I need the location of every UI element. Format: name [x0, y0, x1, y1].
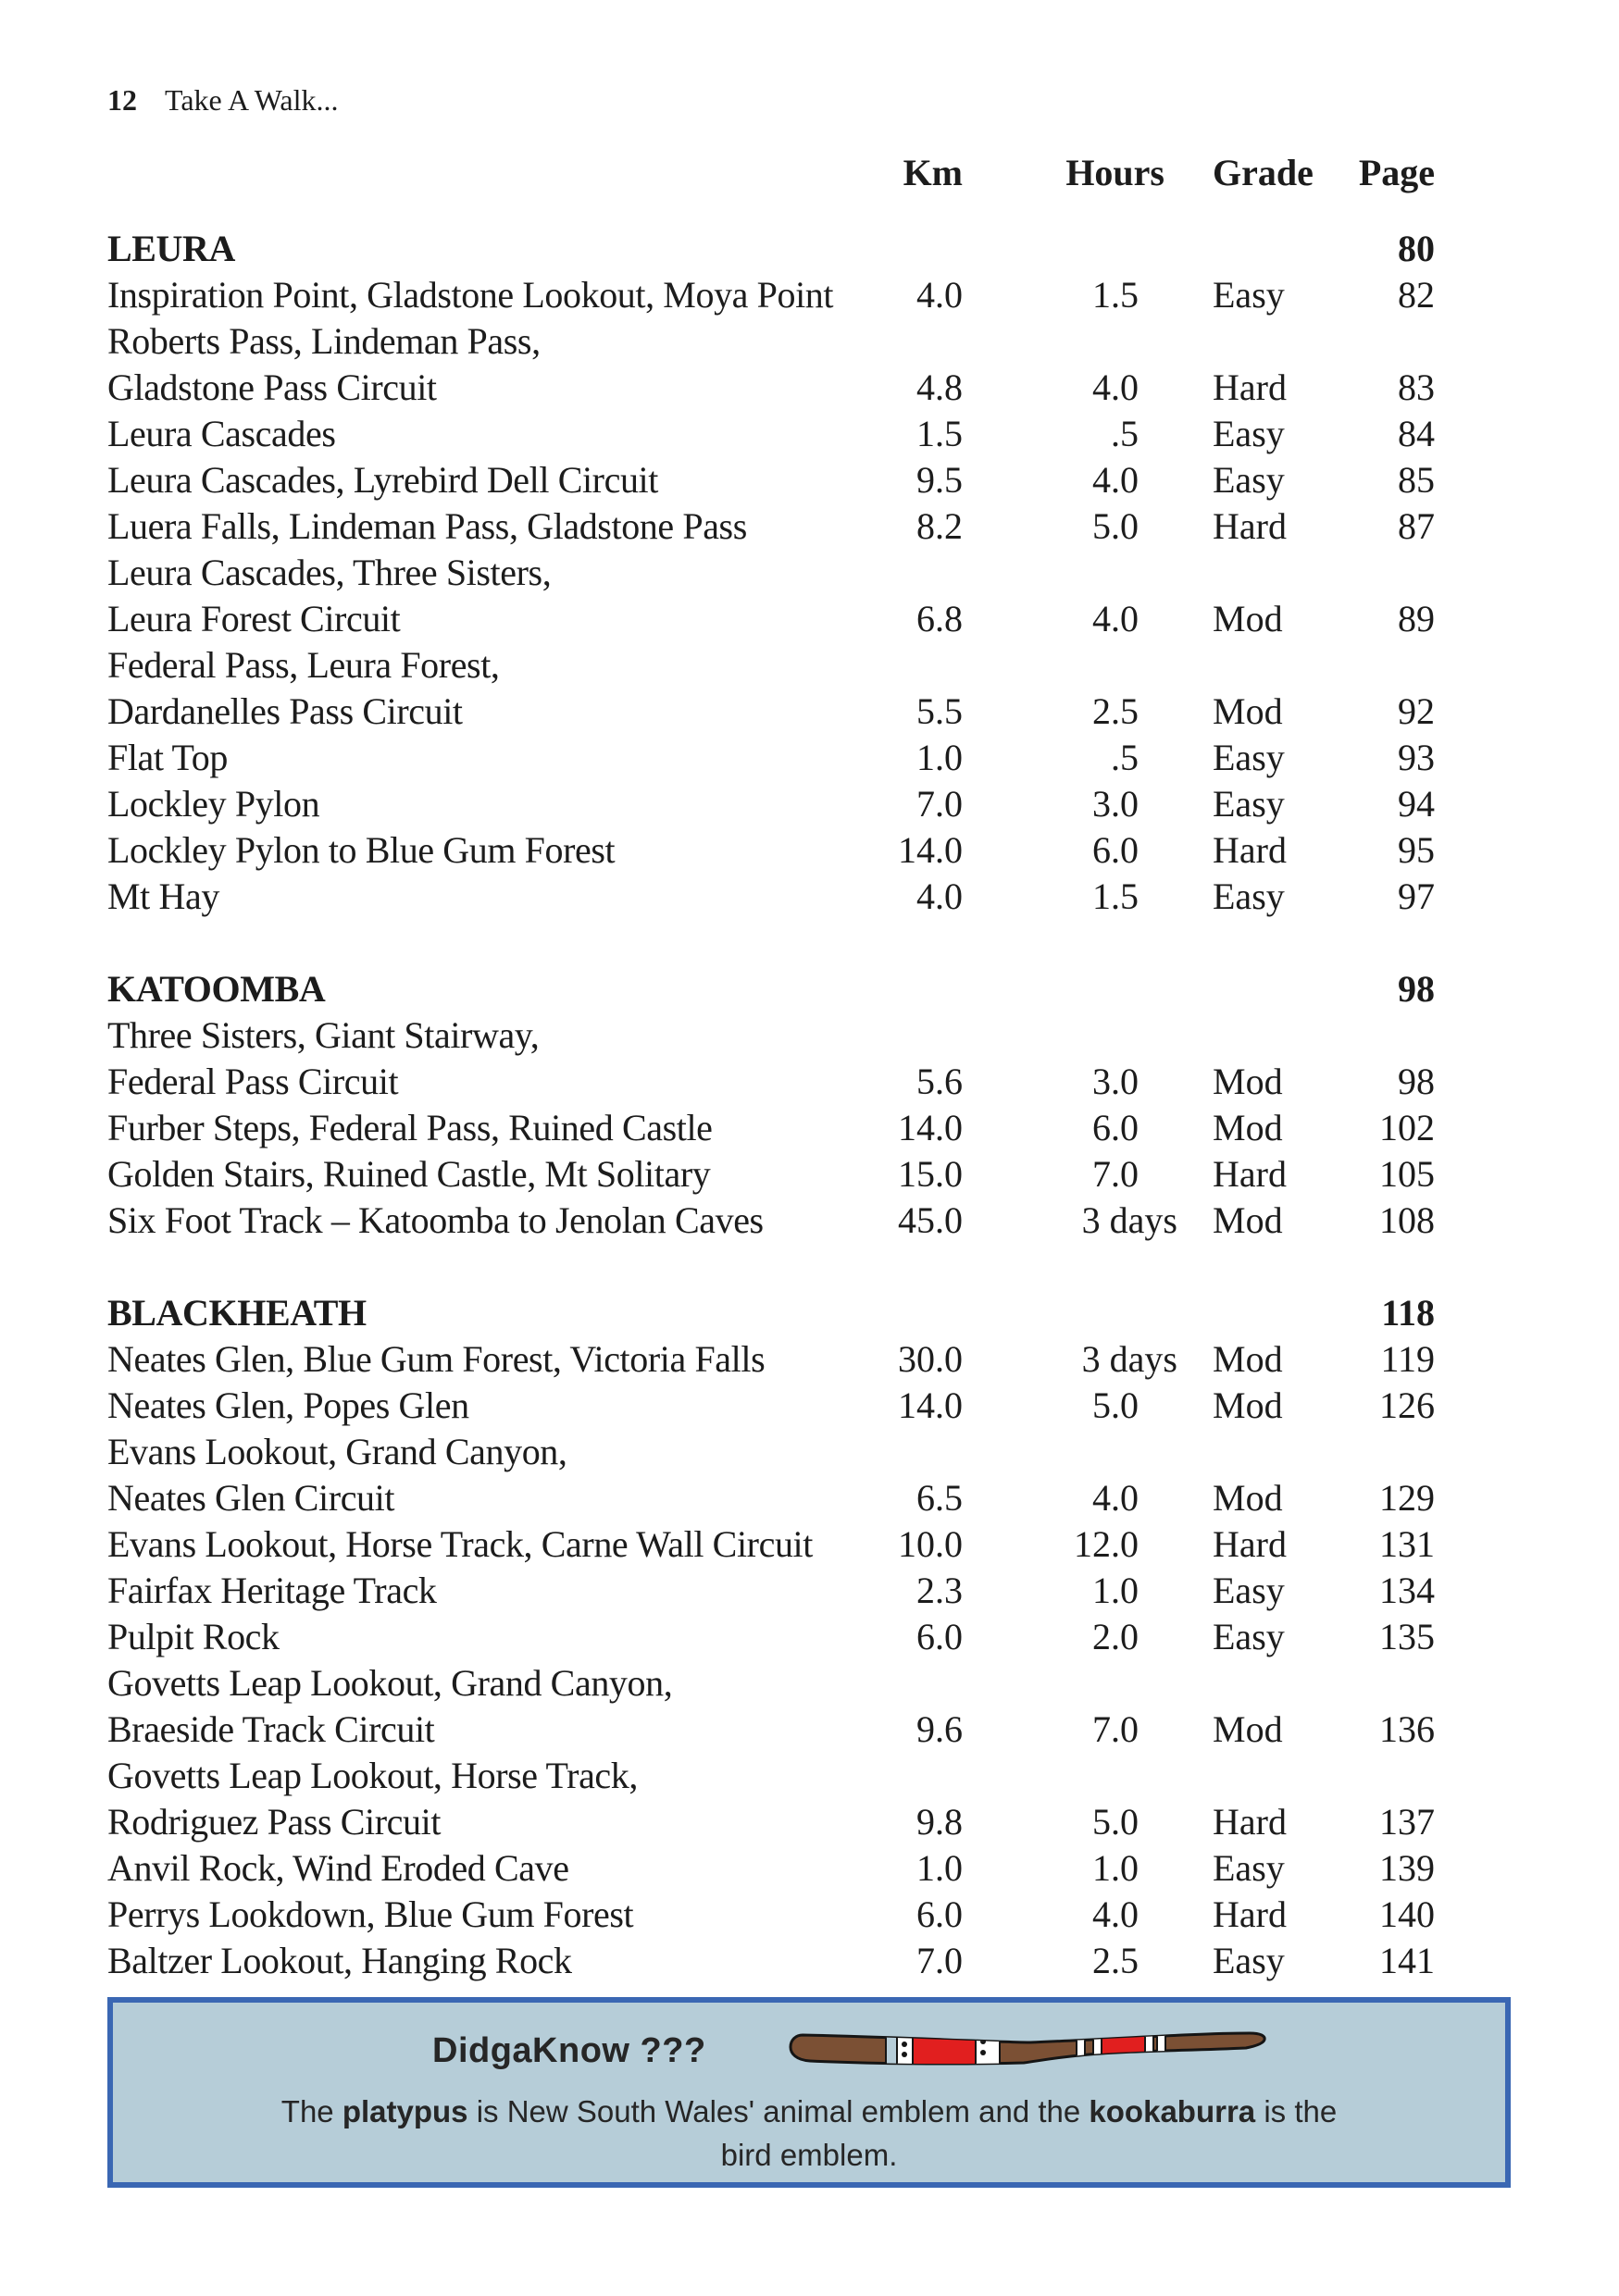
walk-km: 1.0	[916, 737, 963, 778]
walk-page: 129	[1379, 1477, 1435, 1519]
table-header-row	[107, 150, 1435, 196]
walk-page	[1296, 642, 1435, 689]
walk-grade	[1139, 550, 1296, 596]
walk-km: 7.0	[916, 1940, 963, 1981]
walk-grade	[1139, 226, 1296, 272]
walk-km: 6.0	[916, 1893, 963, 1935]
walk-page: 97	[1398, 875, 1435, 917]
walk-km	[861, 642, 963, 689]
walk-hours: 3.0	[1092, 783, 1139, 825]
table-row	[107, 1383, 1435, 1429]
walk-name: Flat Top	[107, 737, 228, 778]
walk-hours: 1.0	[1092, 1570, 1139, 1611]
walk-grade	[1139, 1290, 1296, 1336]
walk-grade: Mod	[1213, 598, 1283, 639]
walk-hours	[963, 1012, 1139, 1059]
walk-name: Dardanelles Pass Circuit	[107, 690, 463, 732]
table-row	[107, 1845, 1435, 1892]
walk-hours	[963, 642, 1139, 689]
walk-km	[861, 550, 963, 596]
walk-grade: Hard	[1213, 505, 1287, 547]
walk-name: Neates Glen Circuit	[107, 1477, 395, 1519]
walk-page: 108	[1379, 1199, 1435, 1241]
walk-grade: Easy	[1213, 875, 1285, 917]
didga-body	[124, 2090, 1494, 2177]
table-row	[107, 1521, 1435, 1568]
walk-page: 83	[1398, 366, 1435, 408]
walk-page: 131	[1379, 1523, 1435, 1565]
walk-grade: Mod	[1213, 690, 1283, 732]
walk-hours	[963, 1660, 1139, 1706]
walk-name: Furber Steps, Federal Pass, Ruined Castle	[107, 1107, 713, 1148]
walk-km: 6.0	[916, 1616, 963, 1657]
table-row	[107, 1012, 1435, 1059]
emphasized-word: platypus	[342, 2094, 468, 2128]
walk-name: Lockley Pylon to Blue Gum Forest	[107, 829, 616, 871]
walk-hours: 6.0	[1092, 829, 1139, 871]
walk-name: Anvil Rock, Wind Eroded Cave	[107, 1847, 569, 1889]
walk-page: 95	[1398, 829, 1435, 871]
walk-grade	[1139, 1753, 1296, 1799]
walk-grade: Easy	[1213, 1847, 1285, 1889]
walk-grade: Mod	[1213, 1107, 1283, 1148]
table-row	[107, 318, 1435, 365]
header-hours: Hours	[1065, 152, 1164, 193]
walk-km: 14.0	[898, 1107, 963, 1148]
walk-km: 9.6	[916, 1708, 963, 1750]
walk-page: 140	[1379, 1893, 1435, 1935]
walk-hours: 4.0	[1092, 366, 1139, 408]
walk-hours	[963, 1290, 1139, 1336]
header-name-spacer	[107, 150, 861, 196]
table-row	[107, 1660, 1435, 1706]
table-row	[107, 1336, 1435, 1383]
walk-name: Lockley Pylon	[107, 783, 320, 825]
walk-grade	[1139, 318, 1296, 365]
walk-name: Leura Cascades, Lyrebird Dell Circuit	[107, 459, 658, 501]
walk-hours: 4.0	[1092, 459, 1139, 501]
walk-name: Neates Glen, Popes Glen	[107, 1384, 469, 1426]
walk-name: Perrys Lookdown, Blue Gum Forest	[107, 1893, 634, 1935]
walk-page	[1296, 1012, 1435, 1059]
walk-page: 89	[1398, 598, 1435, 639]
walk-page: 93	[1398, 737, 1435, 778]
walk-page: 134	[1379, 1570, 1435, 1611]
walk-km	[861, 1429, 963, 1475]
didgaknow-header	[432, 2027, 1505, 2075]
walk-name: BLACKHEATH	[107, 1292, 367, 1334]
walk-km: 5.5	[916, 690, 963, 732]
walk-hours	[963, 318, 1139, 365]
didgaknow-title: DidgaKnow ???	[432, 2030, 706, 2070]
walk-km: 9.5	[916, 459, 963, 501]
walk-grade: Hard	[1213, 829, 1287, 871]
walk-hours: 5.0	[1092, 505, 1139, 547]
walk-hours: 3.0	[1092, 1061, 1139, 1102]
emphasized-word: kookaburra	[1089, 2094, 1256, 2128]
walk-name: Federal Pass, Leura Forest,	[107, 644, 500, 686]
walk-name: Three Sisters, Giant Stairway,	[107, 1014, 540, 1056]
table-row	[107, 1198, 1435, 1244]
header-page: Page	[1358, 152, 1435, 193]
didgaknow-fact-box	[107, 1997, 1511, 2188]
section-gap	[107, 920, 1435, 966]
table-row	[107, 781, 1435, 827]
walk-hours: 6.0	[1092, 1107, 1139, 1148]
walk-name: Baltzer Lookout, Hanging Rock	[107, 1940, 572, 1981]
walk-grade: Easy	[1213, 1570, 1285, 1611]
table-row	[107, 272, 1435, 318]
walk-page	[1296, 1753, 1435, 1799]
walk-hours: 7.0	[1092, 1708, 1139, 1750]
walk-name: Leura Cascades, Three Sisters,	[107, 552, 552, 593]
section-gap	[107, 1244, 1435, 1290]
walk-name: Six Foot Track – Katoomba to Jenolan Caves	[107, 1199, 764, 1241]
walk-page: 141	[1379, 1940, 1435, 1981]
walks-index-table	[107, 150, 1435, 1984]
walk-page: 118	[1381, 1292, 1435, 1334]
walk-hours: 4.0	[1092, 598, 1139, 639]
walk-hours: 4.0	[1092, 1477, 1139, 1519]
walk-name: Leura Cascades	[107, 413, 336, 454]
book-title: Take A Walk...	[165, 83, 339, 117]
walk-grade	[1139, 1429, 1296, 1475]
walk-name: LEURA	[107, 228, 236, 269]
walk-km: 4.8	[916, 366, 963, 408]
walk-hours: 3 days	[1081, 1199, 1177, 1241]
walk-km: 5.6	[916, 1061, 963, 1102]
didgeridoo-icon	[788, 2030, 1269, 2071]
walk-name: Mt Hay	[107, 875, 219, 917]
walk-name: Inspiration Point, Gladstone Lookout, Moya Point	[107, 274, 834, 316]
walk-name: Pulpit Rock	[107, 1616, 280, 1657]
walk-hours: 12.0	[1074, 1523, 1139, 1565]
walk-page	[1296, 1660, 1435, 1706]
walk-km: 4.0	[916, 274, 963, 316]
walk-page	[1296, 318, 1435, 365]
header-grade: Grade	[1213, 152, 1314, 193]
page-header	[107, 0, 1619, 118]
walk-km: 7.0	[916, 783, 963, 825]
walk-name: Luera Falls, Lindeman Pass, Gladstone Pass	[107, 505, 747, 547]
table-row	[107, 1059, 1435, 1105]
walk-page: 80	[1398, 228, 1435, 269]
walk-km	[861, 1012, 963, 1059]
walk-grade: Easy	[1213, 413, 1285, 454]
walk-hours	[963, 1753, 1139, 1799]
walk-page: 135	[1379, 1616, 1435, 1657]
walk-grade: Easy	[1213, 737, 1285, 778]
walk-km: 9.8	[916, 1801, 963, 1843]
walk-hours	[963, 550, 1139, 596]
walk-name: Fairfax Heritage Track	[107, 1570, 437, 1611]
walk-grade	[1139, 1012, 1296, 1059]
walk-km: 15.0	[898, 1153, 963, 1195]
walk-name: Braeside Track Circuit	[107, 1708, 435, 1750]
table-row	[107, 1568, 1435, 1614]
walk-name: Govetts Leap Lookout, Horse Track,	[107, 1755, 638, 1796]
walk-name: Gladstone Pass Circuit	[107, 366, 437, 408]
walk-hours: 1.0	[1092, 1847, 1139, 1889]
walk-grade: Easy	[1213, 1940, 1285, 1981]
walk-km: 4.0	[916, 875, 963, 917]
walk-hours: 5.0	[1092, 1384, 1139, 1426]
walk-page: 105	[1379, 1153, 1435, 1195]
table-row	[107, 642, 1435, 689]
walk-hours: .5	[1111, 413, 1139, 454]
page-number: 12	[107, 83, 137, 117]
walk-grade: Mod	[1213, 1477, 1283, 1519]
walk-grade: Mod	[1213, 1708, 1283, 1750]
walk-name: Federal Pass Circuit	[107, 1061, 399, 1102]
walk-page: 136	[1379, 1708, 1435, 1750]
walk-hours: 2.5	[1092, 690, 1139, 732]
walk-grade: Hard	[1213, 1893, 1287, 1935]
walk-km: 14.0	[898, 1384, 963, 1426]
walk-hours	[963, 226, 1139, 272]
table-row	[107, 365, 1435, 411]
header-km: Km	[903, 152, 963, 193]
walk-page: 84	[1398, 413, 1435, 454]
table-row	[107, 1614, 1435, 1660]
walk-grade: Hard	[1213, 1153, 1287, 1195]
walk-hours: 5.0	[1092, 1801, 1139, 1843]
walk-grade: Mod	[1213, 1061, 1283, 1102]
table-row	[107, 689, 1435, 735]
table-row	[107, 1475, 1435, 1521]
walk-grade: Mod	[1213, 1199, 1283, 1241]
section-header-row	[107, 966, 1435, 1012]
walk-km: 14.0	[898, 829, 963, 871]
walk-grade: Easy	[1213, 274, 1285, 316]
table-row	[107, 874, 1435, 920]
walk-page	[1296, 550, 1435, 596]
walk-page: 92	[1398, 690, 1435, 732]
walk-hours: 1.5	[1092, 274, 1139, 316]
walk-hours: 3 days	[1081, 1338, 1177, 1380]
table-row	[107, 1105, 1435, 1151]
walk-hours: 7.0	[1092, 1153, 1139, 1195]
walk-km: 10.0	[898, 1523, 963, 1565]
walk-grade: Easy	[1213, 1616, 1285, 1657]
walk-grade: Mod	[1213, 1384, 1283, 1426]
walk-page: 98	[1398, 1061, 1435, 1102]
walk-page: 137	[1379, 1801, 1435, 1843]
walk-page	[1296, 1429, 1435, 1475]
walk-hours	[963, 966, 1139, 1012]
walk-hours: .5	[1111, 737, 1139, 778]
table-row	[107, 1706, 1435, 1753]
walk-page: 119	[1380, 1338, 1435, 1380]
table-row	[107, 596, 1435, 642]
walk-name: Evans Lookout, Horse Track, Carne Wall Circuit	[107, 1523, 813, 1565]
walk-page: 139	[1379, 1847, 1435, 1889]
table-row	[107, 735, 1435, 781]
walk-hours: 1.5	[1092, 875, 1139, 917]
walk-hours: 4.0	[1092, 1893, 1139, 1935]
table-row	[107, 503, 1435, 550]
walk-km	[861, 318, 963, 365]
walk-km: 30.0	[898, 1338, 963, 1380]
walk-km: 8.2	[916, 505, 963, 547]
walk-km	[861, 1753, 963, 1799]
walk-page: 102	[1379, 1107, 1435, 1148]
walk-grade: Hard	[1213, 1801, 1287, 1843]
walk-km	[861, 1290, 963, 1336]
walk-grade: Mod	[1213, 1338, 1283, 1380]
walk-km	[861, 1660, 963, 1706]
walk-name: Roberts Pass, Lindeman Pass,	[107, 320, 541, 362]
table-row	[107, 550, 1435, 596]
walk-km: 2.3	[916, 1570, 963, 1611]
table-row	[107, 1753, 1435, 1799]
walk-km	[861, 966, 963, 1012]
walk-km: 6.5	[916, 1477, 963, 1519]
table-row	[107, 1799, 1435, 1845]
walk-name: KATOOMBA	[107, 968, 326, 1010]
walk-grade	[1139, 1660, 1296, 1706]
table-row	[107, 1429, 1435, 1475]
table-row	[107, 1938, 1435, 1984]
walk-grade: Hard	[1213, 1523, 1287, 1565]
walk-km: 1.0	[916, 1847, 963, 1889]
walk-hours	[963, 1429, 1139, 1475]
body-text: is New South Wales' animal emblem and the	[467, 2094, 1090, 2128]
walk-page: 94	[1398, 783, 1435, 825]
walk-name: Neates Glen, Blue Gum Forest, Victoria Falls	[107, 1338, 766, 1380]
walk-page: 82	[1398, 274, 1435, 316]
body-text: is the	[1255, 2094, 1338, 2128]
walk-name: Leura Forest Circuit	[107, 598, 401, 639]
body-text: bird emblem.	[720, 2138, 898, 2172]
walk-grade	[1139, 966, 1296, 1012]
section-header-row	[107, 1290, 1435, 1336]
walk-name: Evans Lookout, Grand Canyon,	[107, 1431, 567, 1472]
walk-page: 87	[1398, 505, 1435, 547]
table-row	[107, 1151, 1435, 1198]
walk-grade: Easy	[1213, 783, 1285, 825]
walk-page: 85	[1398, 459, 1435, 501]
walk-page: 98	[1398, 968, 1435, 1010]
body-text: The	[280, 2094, 342, 2128]
toc-rows	[107, 226, 1435, 1984]
walk-hours: 2.0	[1092, 1616, 1139, 1657]
walk-km	[861, 226, 963, 272]
section-header-row	[107, 226, 1435, 272]
table-row	[107, 1892, 1435, 1938]
walk-km: 45.0	[898, 1199, 963, 1241]
walk-km: 6.8	[916, 598, 963, 639]
walk-name: Rodriguez Pass Circuit	[107, 1801, 442, 1843]
walk-name: Golden Stairs, Ruined Castle, Mt Solitary	[107, 1153, 711, 1195]
walk-grade: Hard	[1213, 366, 1287, 408]
walk-page: 126	[1379, 1384, 1435, 1426]
walk-grade: Easy	[1213, 459, 1285, 501]
table-row	[107, 457, 1435, 503]
table-row	[107, 411, 1435, 457]
walk-grade	[1139, 642, 1296, 689]
walk-km: 1.5	[916, 413, 963, 454]
walk-hours: 2.5	[1092, 1940, 1139, 1981]
table-row	[107, 827, 1435, 874]
walk-name: Govetts Leap Lookout, Grand Canyon,	[107, 1662, 673, 1704]
